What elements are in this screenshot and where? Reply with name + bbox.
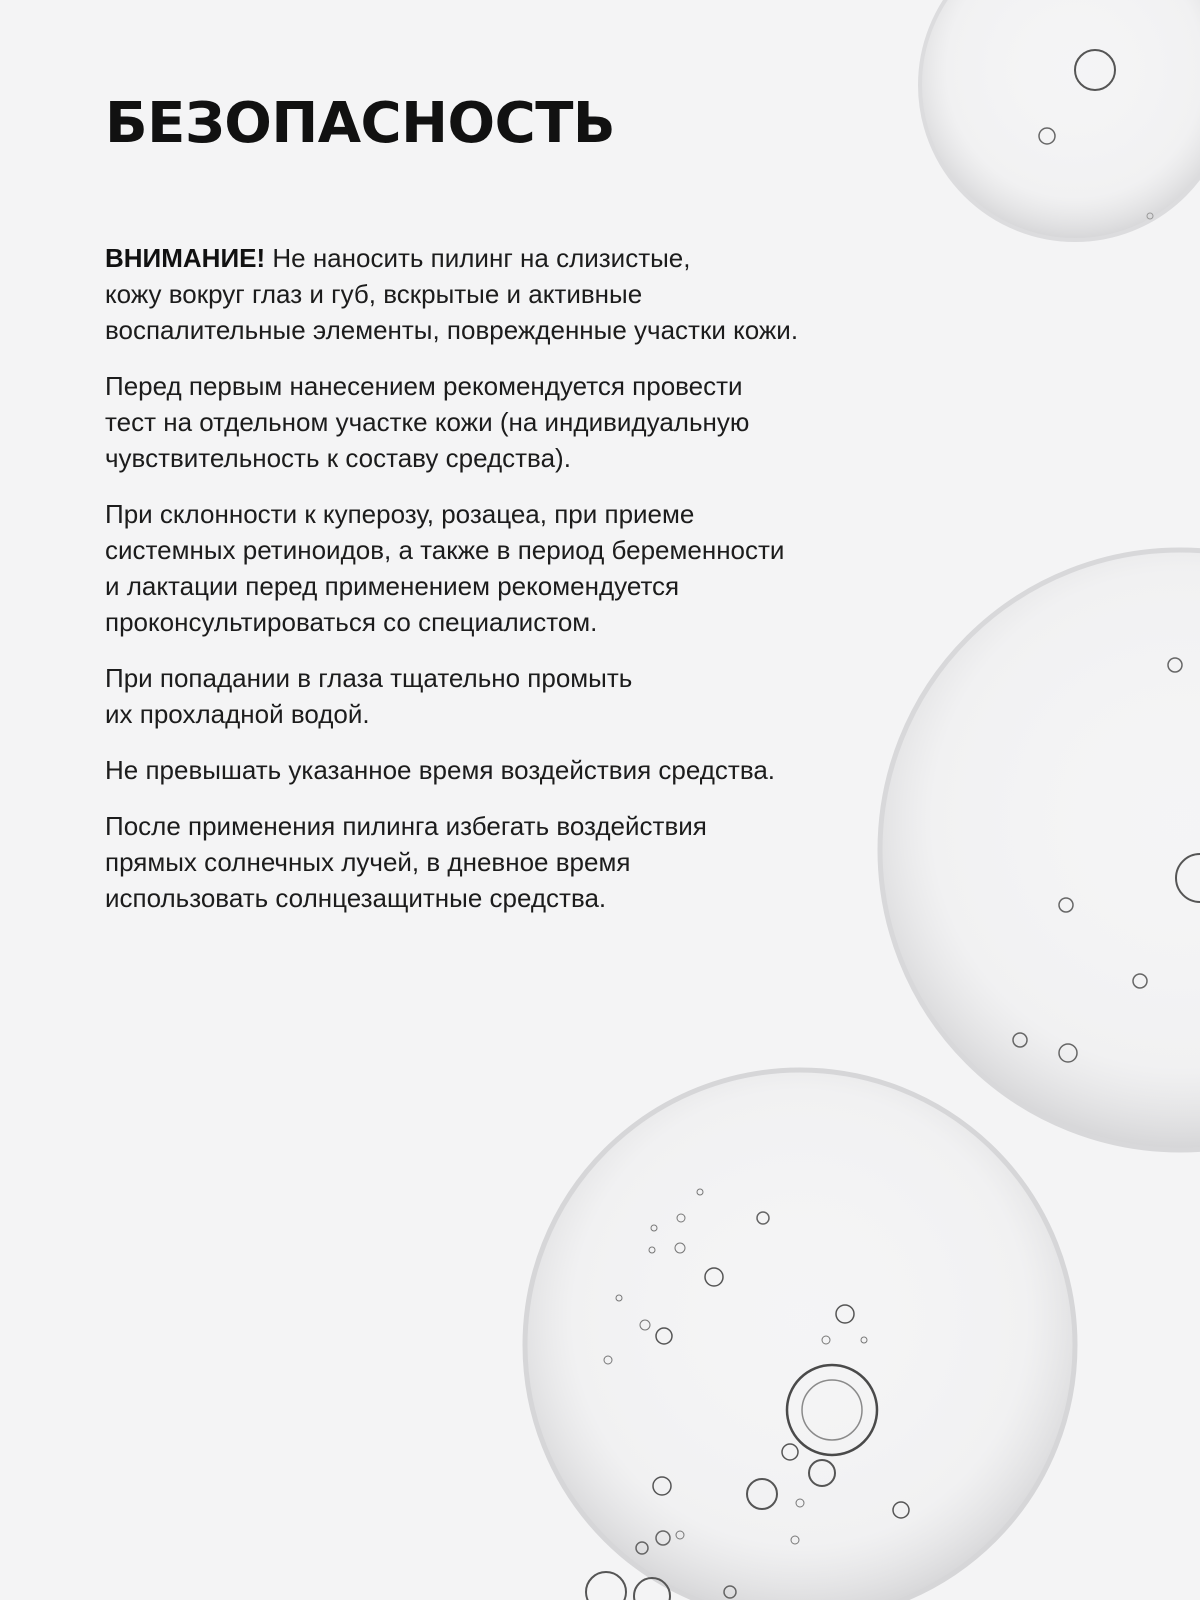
droplet-bottom bbox=[525, 1070, 1075, 1600]
page-title: БЕЗОПАСНОСТЬ bbox=[105, 91, 616, 156]
warning-label: ВНИМАНИЕ! bbox=[105, 243, 266, 273]
exposure-time-paragraph: Не превышать указанное время воздействия средства. bbox=[105, 755, 776, 785]
consultation-paragraph: При склонности к куперозу, розацеа, при приеме системных ретиноидов, а также в период беременности и лактации перед применением рекомендуется проконсультироваться со специалистом. bbox=[105, 499, 785, 637]
warning-paragraph bbox=[105, 240, 925, 348]
sun-protection-paragraph: После применения пилинга избегать воздействия прямых солнечных лучей, в дневное время использовать солнцезащитные средства. bbox=[105, 811, 707, 913]
patch-test-paragraph: Перед первым нанесением рекомендуется провести тест на отдельном участке кожи (на индивидуальную чувствительность к составу средства). bbox=[105, 371, 750, 473]
warning-text: Не наносить пилинг на слизистые, кожу вокруг глаз и губ, вскрытые и активные воспалительные элементы, поврежденные участки кожи. bbox=[105, 243, 799, 345]
safety-content bbox=[105, 88, 925, 936]
eye-contact-paragraph: При попадании в глаза тщательно промыть их прохладной водой. bbox=[105, 663, 633, 729]
safety-instructions bbox=[105, 240, 925, 916]
